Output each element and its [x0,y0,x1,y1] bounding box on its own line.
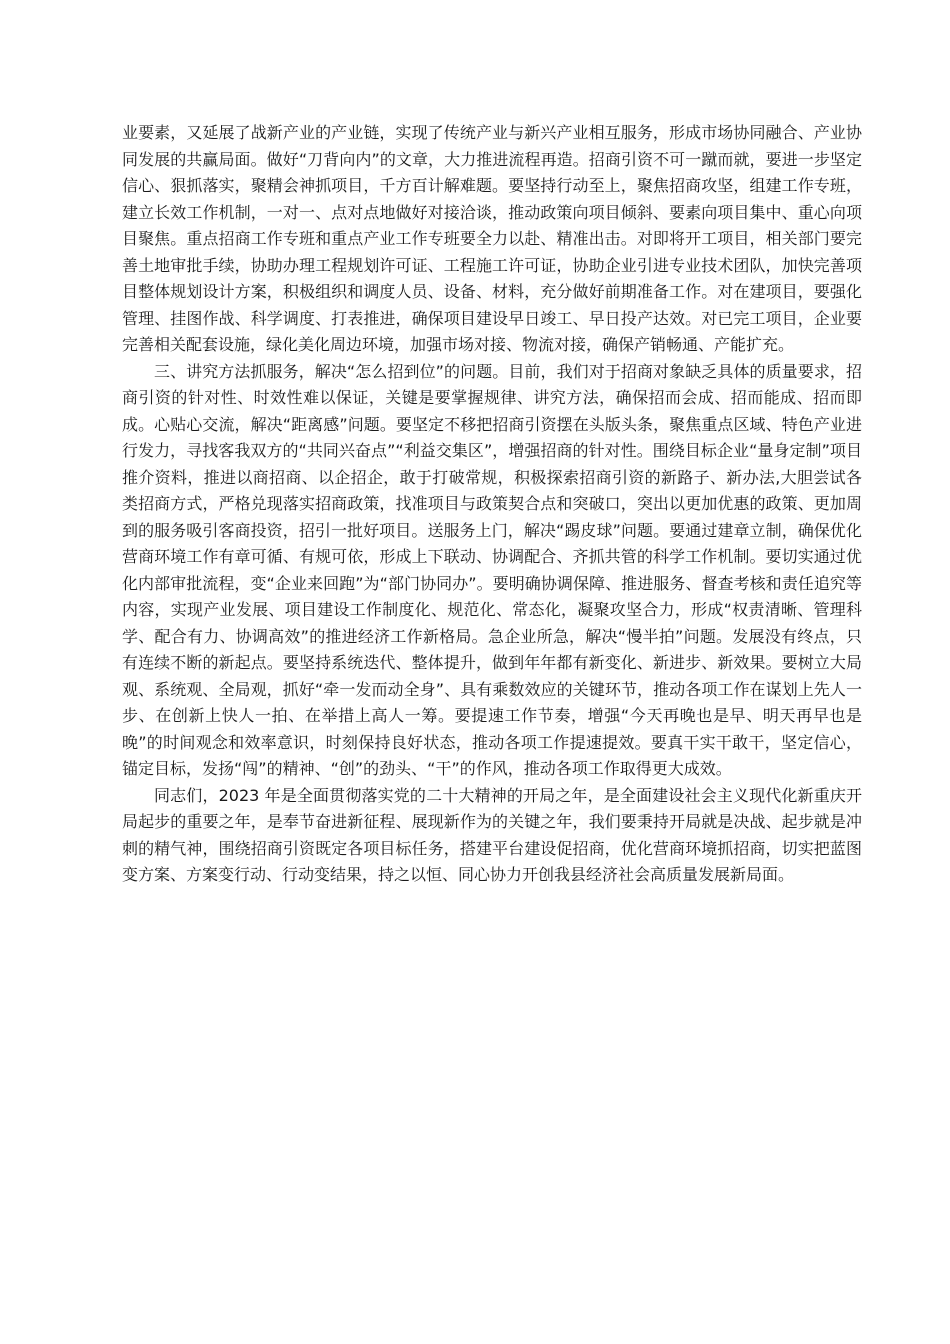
paragraph-continuation: 业要素，又延展了战新产业的产业链，实现了传统产业与新兴产业相互服务，形成市场协同融合、产业协同发展的共赢局面。做好“刀背向内”的文章，大力推进流程再造。招商引资不可一蹴而就，要进一步坚定信心、狠抓落实，聚精会神抓项目，千方百计解难题。要坚持行动至上，聚焦招商攻坚，组建工作专班，建立长效工作机制，一对一、点对点地做好对接洽谈，推动政策向项目倾斜、要素向项目集中、重心向项目聚焦。重点招商工作专班和重点产业工作专班要全力以赴、精准出击。对即将开工项目，相关部门要完善土地审批手续，协助办理工程规划许可证、工程施工许可证，协助企业引进专业技术团队，加快完善项目整体规划设计方案，积极组织和调度人员、设备、材料，充分做好前期准备工作。对在建项目，要强化管理、挂图作战、科学调度、打表推进，确保项目建设早日竣工、早日投产达效。对已完工项目，企业要完善相关配套设施，绿化美化周边环境，加强市场对接、物流对接，确保产销畅通、产能扩充。 [122,123,862,354]
document-body [122,120,862,889]
paragraph-section-three: 三、讲究方法抓服务，解决“怎么招到位”的问题。目前，我们对于招商对象缺乏具体的质量要求，招商引资的针对性、时效性难以保证，关键是要掌握规律、讲究方法，确保招而会成、招而能成、招而即成。心贴心交流，解决“距离感”问题。要坚定不移把招商引资摆在头版头条，聚焦重点区域、特色产业进行发力，寻找客我双方的“共同兴奋点”“利益交集区”，增强招商的针对性。围绕目标企业“量身定制”项目推介资料，推进以商招商、以企招企，敢于打破常规，积极探索招商引资的新路子、新办法,大胆尝试各类招商方式，严格兑现落实招商政策，找准项目与政策契合点和突破口，突出以更加优惠的政策、更加周到的服务吸引客商投资，招引一批好项目。送服务上门，解决“踢皮球”问题。要通过建章立制，确保优化营商环境工作有章可循、有规可依，形成上下联动、协调配合、齐抓共管的科学工作机制。要切实通过优化内部审批流程，变“企业来回跑”为“部门协同办”。要明确协调保障、推进服务、督查考核和责任追究等内容，实现产业发展、项目建设工作制度化、规范化、常态化，凝聚攻坚合力，形成“权责清晰、管理科学、配合有力、协调高效”的推进经济工作新格局。急企业所急，解决“慢半拍”问题。发展没有终点，只有连续不断的新起点。要坚持系统迭代、整体提升，做到年年都有新变化、新进步、新效果。要树立大局观、系统观、全局观，抓好“牵一发而动全身”、具有乘数效应的关键环节，推动各项工作在谋划上先人一步、在创新上快人一拍、在举措上高人一筹。要提速工作节奏，增强“今天再晚也是早、明天再早也是晚”的时间观念和效率意识，时刻保持良好状态，推动各项工作提速提效。要真干实干敢干，坚定信心，锚定目标，发扬“闯”的精神、“创”的劲头、“干”的作风，推动各项工作取得更大成效。 [122,361,862,778]
paragraph-conclusion: 同志们，2023 年是全面贯彻落实党的二十大精神的开局之年，是全面建设社会主义现代化新重庆开局起步的重要之年，是奉节奋进新征程、展现新作为的关键之年，我们要秉持开局就是决战、起步就是冲刺的精气神，围绕招商引资既定各项目标任务，搭建平台建设促招商，优化营商环境抓招商，切实把蓝图变方案、方案变行动、行动变结果，持之以恒、同心协力开创我县经济社会高质量发展新局面。 [122,785,862,884]
